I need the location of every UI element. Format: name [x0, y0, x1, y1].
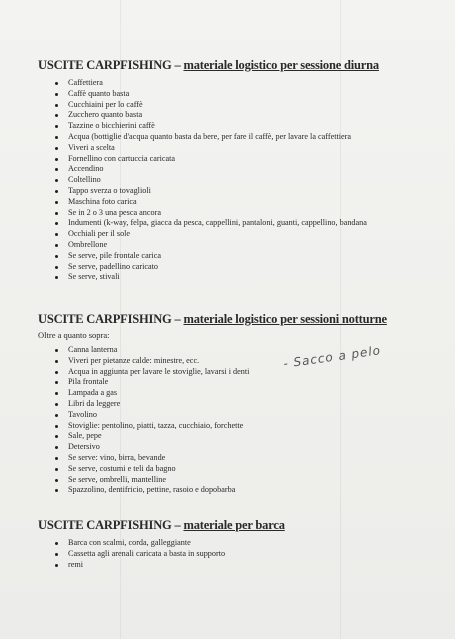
list-item: Stoviglie: pentolino, piatti, tazza, cucchiaio, forchette — [68, 421, 438, 432]
handwritten-note: - Sacco a pelo — [282, 343, 382, 371]
list-item: Se serve, ombrelli, mantelline — [68, 475, 438, 486]
list-item: Fornellino con cartuccia caricata — [68, 154, 438, 165]
heading-main: USCITE CARPFISHING – — [38, 58, 184, 72]
list-item: remi — [68, 560, 438, 571]
list-item: Viveri a scelta — [68, 143, 438, 154]
list-item: Libri da leggere — [68, 399, 438, 410]
section-diurna — [38, 58, 438, 283]
heading-main: USCITE CARPFISHING – — [38, 518, 184, 532]
list-item: Acqua in aggiunta per lavare le stoviglie, lavarsi i denti — [68, 367, 438, 378]
list-item: Cucchiaini per lo caffè — [68, 100, 438, 111]
section-notturne — [38, 312, 438, 496]
list-item: Canna lanterna — [68, 345, 438, 356]
list-item: Lampada a gas — [68, 388, 438, 399]
list-item: Pila frontale — [68, 377, 438, 388]
list-item: Barca con scalmi, corda, galleggiante — [68, 538, 438, 549]
list-item: Se serve, costumi e teli da bagno — [68, 464, 438, 475]
list-item: Cassetta agli arenali caricata a basta in supporto — [68, 549, 438, 560]
list-item: Caffettiera — [68, 78, 438, 89]
section-barca — [38, 518, 438, 570]
section-heading — [38, 312, 438, 327]
section-intro: Oltre a quanto sopra: — [38, 330, 110, 340]
list-item: Caffè quanto basta — [68, 89, 438, 100]
list-item: Detersivo — [68, 442, 438, 453]
list-item: Viveri per pietanze calde: minestre, ecc. — [68, 356, 438, 367]
heading-sub: materiale logistico per sessione diurna — [183, 58, 379, 72]
section-heading — [38, 518, 438, 533]
list-item: Ombrellone — [68, 240, 438, 251]
list-item: Zucchero quanto basta — [68, 110, 438, 121]
section-heading — [38, 58, 438, 73]
list-item: Sale, pepe — [68, 431, 438, 442]
heading-main: USCITE CARPFISHING – — [38, 312, 184, 326]
list-item: Se in 2 o 3 una pesca ancora — [68, 208, 438, 219]
list-item: Tazzine o bicchierini caffè — [68, 121, 438, 132]
list-item: Spazzolino, dentifricio, pettine, rasoio e dopobarba — [68, 485, 438, 496]
item-list — [38, 78, 438, 283]
list-item: Indumenti (k-way, felpa, giacca da pesca, cappellini, pantaloni, guanti, cappellino, bandana — [68, 218, 438, 229]
list-item: Tavolino — [68, 410, 438, 421]
list-item: Occhiali per il sole — [68, 229, 438, 240]
list-item: Se serve: vino, birra, bevande — [68, 453, 438, 464]
list-item: Se serve, pile frontale carica — [68, 251, 438, 262]
heading-sub: materiale per barca — [183, 518, 285, 532]
list-item: Se serve, stivali — [68, 272, 438, 283]
list-item: Coltellino — [68, 175, 438, 186]
heading-sub: materiale logistico per sessioni notturne — [183, 312, 387, 326]
list-item: Tappo sverza o tovaglioli — [68, 186, 438, 197]
item-list — [38, 345, 438, 496]
list-item: Accendino — [68, 164, 438, 175]
item-list — [38, 538, 438, 570]
list-item: Se serve, padellino caricato — [68, 262, 438, 273]
list-item: Acqua (bottiglie d'acqua quanto basta da bere, per fare il caffè, per lavare la caffettiera — [68, 132, 438, 143]
list-item: Maschina foto carica — [68, 197, 438, 208]
